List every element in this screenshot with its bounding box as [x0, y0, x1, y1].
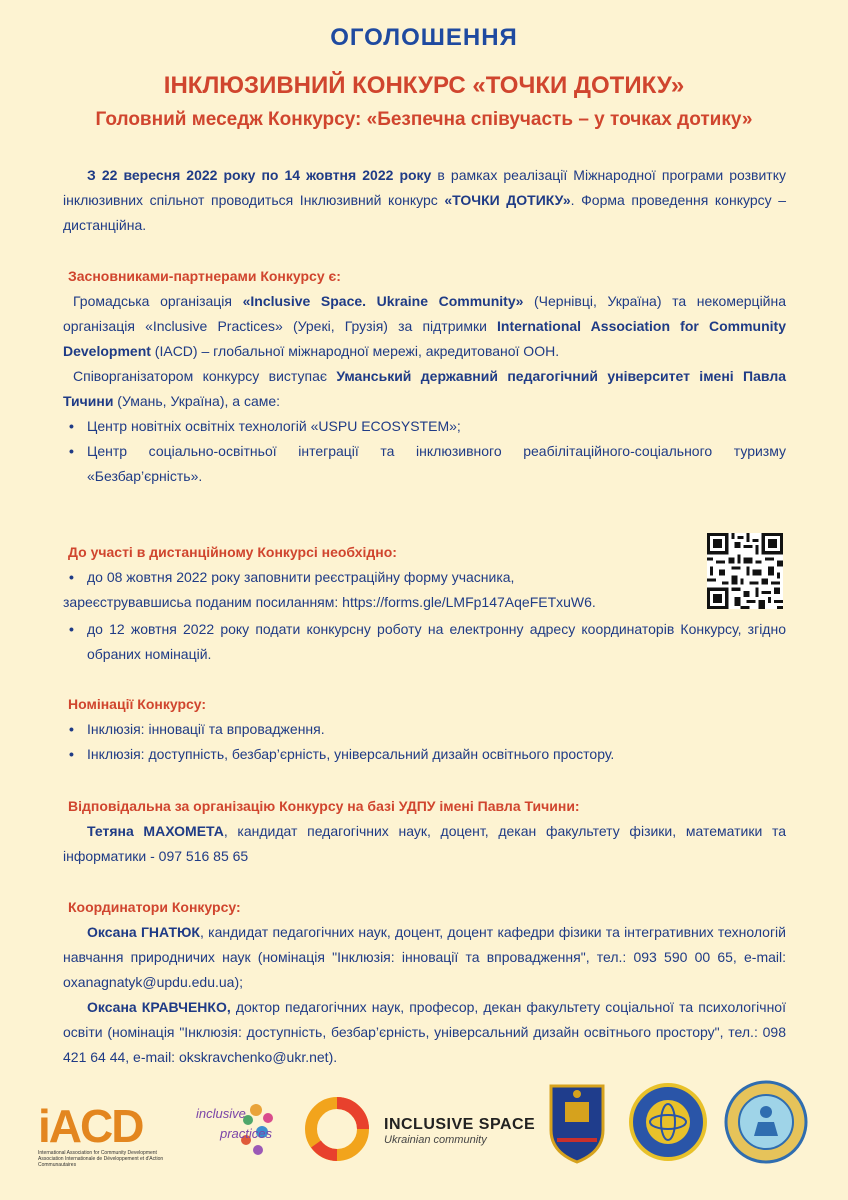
iacd-wordmark: iACD	[38, 1100, 143, 1152]
inclusive-space-ring-icon	[302, 1094, 372, 1164]
responsible-heading: Відповідальна за організацію Конкурсу на базі УДПУ імені Павла Тичини:	[68, 798, 580, 814]
contest-title: ІНКЛЮЗИВНИЙ КОНКУРС «ТОЧКИ ДОТИКУ»	[163, 72, 685, 99]
intro-dates: З 22 вересня 2022 року по 14 жовтня 2022 року	[87, 167, 432, 183]
list-item: • Центр соціально-освітньої інтеграції та інклюзивного реабілітаційного-соціального туризму «Безбар’єрність».	[63, 439, 786, 489]
founders-text-c: (IACD) – глобальної міжнародної мережі, акредитованої ООН.	[150, 343, 560, 359]
coordinator-2-text: доктор педагогічних наук, професор, декан факультету соціальної та психологічної освіти (номінація "Інклюзія: доступність, безбар’єрність, універсальний дизайн освітнього простору", тел.: 098 421 64 44, e-mail: okskravchenko@ukr.net).	[63, 999, 786, 1065]
coorganizer-text-b: (Умань, Україна), а саме:	[113, 393, 281, 409]
social-psychology-faculty-emblem-icon	[724, 1080, 808, 1164]
inclusive-practices-logo	[196, 1098, 291, 1168]
list-item: • до 12 жовтня 2022 року подати конкурсну роботу на електронну адресу координаторів Конкурсу, згідно обраних номінацій.	[63, 617, 786, 667]
founders-section	[63, 264, 786, 489]
coordinator-1-name: Оксана ГНАТЮК	[87, 924, 200, 940]
participation-section-2	[63, 617, 786, 667]
announcement-heading: ОГОЛОШЕННЯ	[330, 24, 518, 51]
founders-text-a: Громадська організація	[73, 293, 243, 309]
coordinators-section	[63, 895, 786, 1070]
qr-code-icon[interactable]	[707, 533, 783, 609]
responsible-section	[63, 794, 786, 869]
list-item: • до 08 жовтня 2022 року заповнити реєстраційну форму учасника,	[63, 565, 693, 590]
list-item: • Інклюзія: інновації та впровадження.	[63, 717, 786, 742]
inclusive-space-title: INCLUSIVE SPACE	[384, 1116, 536, 1133]
inclusive-space-logo	[384, 1116, 544, 1146]
founders-text-b: (Чернівці, Україна) та некомерційна організація «Inclusive Practices» (Урекі, Грузія) за підтримки	[63, 293, 787, 334]
partner-logos	[0, 1070, 848, 1180]
registration-link[interactable]: зареєструвавшисьа поданим посиланням: https://forms.gle/LMFp147AqeFETxuW6.	[63, 594, 596, 610]
iacd-caption-1: International Association for Community Development	[38, 1150, 157, 1156]
udpu-emblem-icon	[543, 1080, 611, 1164]
inclusive-space-caption: Ukrainian community	[384, 1134, 487, 1146]
founder-org-2: International Association for Community Development	[63, 318, 786, 359]
ip-text-1: inclusive	[196, 1106, 246, 1121]
physics-faculty-emblem-icon	[628, 1082, 708, 1162]
coordinator-2-name: Оксана КРАВЧЕНКО,	[87, 999, 231, 1015]
responsible-name: Тетяна МАХОМЕТА	[87, 823, 224, 839]
list-item: • Інклюзія: доступність, безбар’єрність, універсальний дизайн освітнього простору.	[63, 742, 786, 767]
coordinators-heading: Координатори Конкурсу:	[68, 899, 241, 915]
coordinator-1-text: , кандидат педагогічних наук, доцент, доцент кафедри фізики та інтегративних технологій навчання природничих наук (номінація "Інклюзія: інновації та впровадження", тел.: 093 590 00 65, e-mail: oxanagnatyk@updu.edu.ua);	[63, 924, 786, 990]
contest-subtitle: Головний меседж Конкурсу: «Безпечна співучасть – у точках дотику»	[95, 109, 753, 130]
founder-org-1: «Inclusive Space. Ukraine Community»	[242, 293, 524, 309]
participation-section	[63, 540, 693, 615]
ip-text-2: practices	[220, 1126, 273, 1141]
nominations-section	[63, 692, 786, 767]
coorganizer-university: Уманський державний педагогічний університет імені Павла Тичини	[63, 368, 786, 409]
intro-contest-name: «ТОЧКИ ДОТИКУ»	[444, 192, 571, 208]
iacd-caption-2: Association Internationale de Développement et d'Action Communautaires	[38, 1156, 164, 1168]
intro-text-2: . Форма проведення конкурсу – дистанційна.	[63, 192, 786, 233]
participation-heading: До участі в дистанційному Конкурсі необхідно:	[68, 544, 397, 560]
founders-heading: Засновниками-партнерами Конкурсу є:	[68, 268, 341, 284]
responsible-text: , кандидат педагогічних наук, доцент, декан факультету фізики, математики та інформатики - 097 516 85 65	[63, 823, 786, 864]
iacd-logo	[38, 1100, 178, 1168]
intro-section	[63, 163, 786, 238]
coorganizer-text-a: Співорганізатором конкурсу виступає	[73, 368, 337, 384]
intro-text-1: в рамках реалізації Міжнародної програми розвитку інклюзивних спільнот проводиться Інклюзивний конкурс	[63, 167, 786, 208]
nominations-heading: Номінації Конкурсу:	[68, 696, 207, 712]
list-item: • Центр новітніх освітніх технологій «USPU ECOSYSTEM»;	[63, 414, 786, 439]
